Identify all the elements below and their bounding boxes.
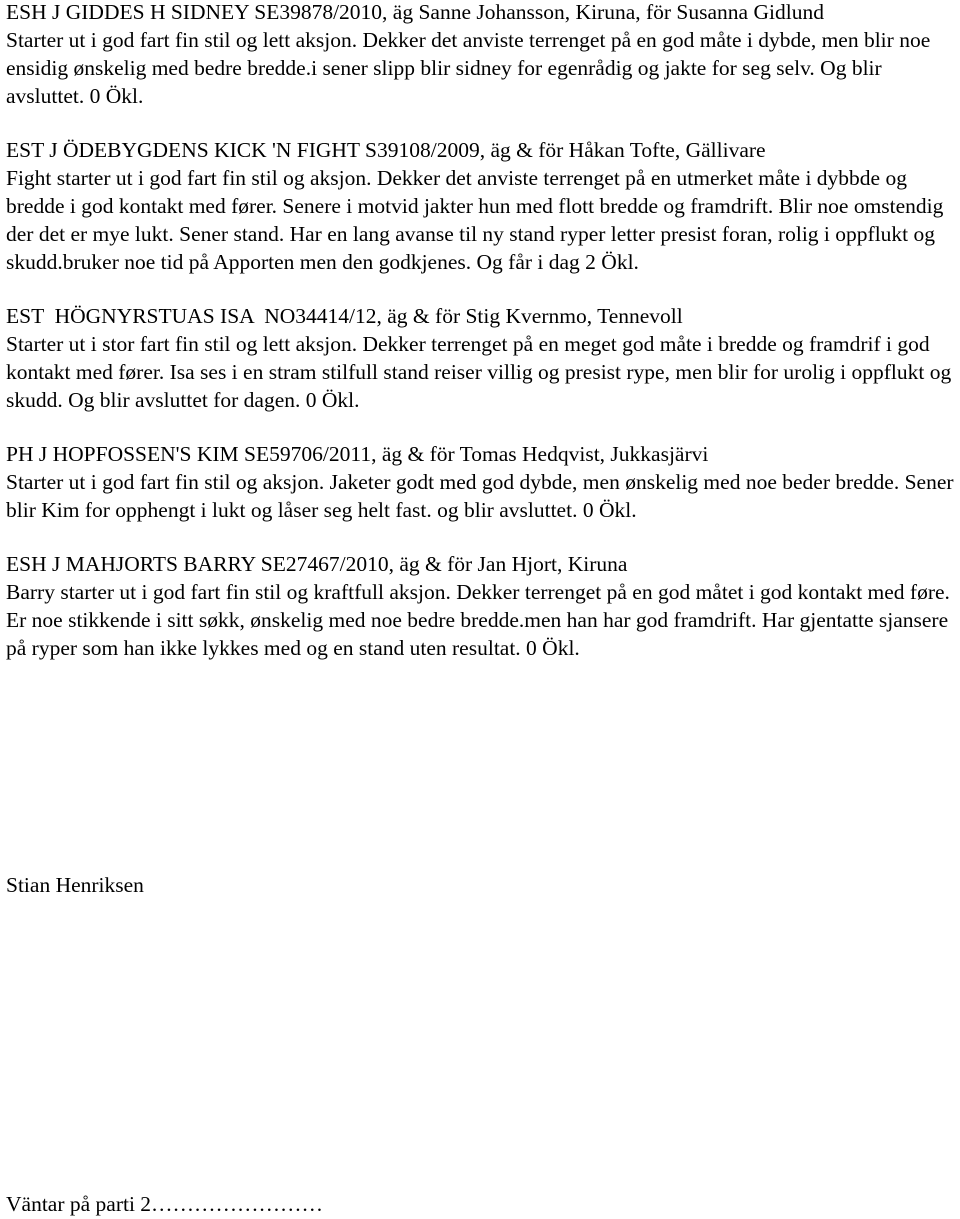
dog-entry-giddes-h-sidney <box>6 0 956 110</box>
judge-signature: Stian Henriksen <box>6 873 144 897</box>
entry-header: ESH J MAHJORTS BARRY SE27467/2010, äg & för Jan Hjort, Kiruna <box>6 552 628 576</box>
entry-header: EST HÖGNYRSTUAS ISA NO34414/12, äg & för Stig Kvernmo, Tennevoll <box>6 304 683 328</box>
entry-body: Starter ut i stor fart fin stil og lett aksjon. Dekker terrenget på en meget god måte i bredde og framdrif i god kontakt med fører. Isa ses i en stram stilfull stand reiser villig og presist rype, men blir for urolig i oppflukt og skudd. Og blir avsluttet for dagen. 0 Ökl. <box>6 332 952 412</box>
entry-body: Barry starter ut i god fart fin stil og kraftfull aksjon. Dekker terrenget på en god måtet i god kontakt med føre. Er noe stikkende i sitt søkk, ønskelig med noe bedre bredde.men han har god framdrift. Har gjentatte sjansere på ryper som han ikke lykkes med og en stand uten resultat. 0 Ökl. <box>6 580 950 660</box>
dog-entry-hognyrstuas-isa <box>6 302 956 414</box>
footer-note: Väntar på parti 2…………………… <box>6 1192 324 1216</box>
entry-header: EST J ÖDEBYGDENS KICK 'N FIGHT S39108/2009, äg & för Håkan Tofte, Gällivare <box>6 138 766 162</box>
dog-entry-hopfossens-kim <box>6 440 956 524</box>
dog-entry-odebygdens-kick-n-fight <box>6 136 956 276</box>
entry-body: Starter ut i god fart fin stil og lett aksjon. Dekker det anviste terrenget på en god måte i dybde, men blir noe ensidig ønskelig med bedre bredde.i sener slipp blir sidney for egenrådig og jakte for seg selv. Og blir avsluttet. 0 Ökl. <box>6 28 931 108</box>
entry-body: Starter ut i god fart fin stil og aksjon. Jaketer godt med god dybde, men ønskelig med noe beder bredde. Sener blir Kim for opphengt i lukt og låser seg helt fast. og blir avsluttet. 0 Ökl. <box>6 470 954 522</box>
dog-entry-mahjorts-barry <box>6 550 956 662</box>
entry-header: ESH J GIDDES H SIDNEY SE39878/2010, äg Sanne Johansson, Kiruna, för Susanna Gidlund <box>6 0 824 24</box>
entry-header: PH J HOPFOSSEN'S KIM SE59706/2011, äg & för Tomas Hedqvist, Jukkasjärvi <box>6 442 709 466</box>
entry-body: Fight starter ut i god fart fin stil og aksjon. Dekker det anviste terrenget på en utmerket måte i dybbde og bredde i god kontakt med fører. Senere i motvid jakter hun med flott bredde og framdrift. Blir noe omstendig der det er mye lukt. Sener stand. Har en lang avanse til ny stand ryper letter presist foran, rolig i oppflukt og skudd.bruker noe tid på Apporten men den godkjenes. Og får i dag 2 Ökl. <box>6 166 944 274</box>
document-page <box>6 0 956 688</box>
